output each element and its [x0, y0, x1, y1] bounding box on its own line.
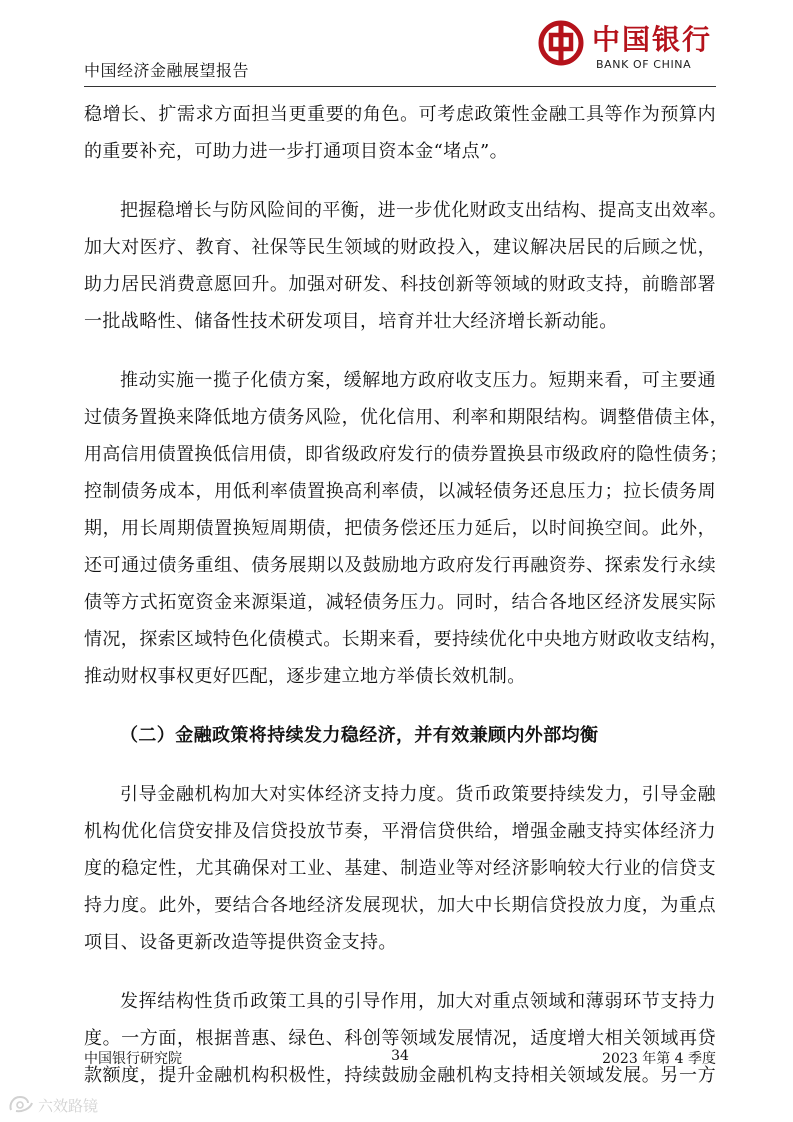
report-title: 中国经济金融展望报告 [84, 61, 250, 80]
text-line: 持力度。此外，要结合各地经济发展现状，加大中长期信贷投放力度，为重点 [84, 895, 716, 916]
paragraph-gap [84, 340, 716, 362]
text-line: 机构优化信贷安排及信贷投放节奏，平滑信贷供给，增强金融支持实体经济力 [84, 821, 716, 842]
paragraph-gap [84, 754, 716, 776]
text-line: 加大对医疗、教育、社保等民生领域的财政投入，建议解决居民的后顾之忧， [84, 237, 716, 258]
text-line: 度。一方面，根据普惠、绿色、科创等领域发展情况，适度增大相关领域再贷 [84, 1028, 716, 1049]
paragraph [84, 983, 716, 1094]
page-footer [84, 1048, 716, 1072]
paragraph [84, 96, 716, 170]
logo-chinese-name: 中国银行 [592, 23, 713, 56]
text-line: 助力居民消费意愿回升。加强对研发、科技创新等领域的财政支持，前瞻部署 [84, 274, 716, 295]
text-line: 债等方式拓宽资金来源渠道，减轻债务压力。同时，结合各地区经济发展实际 [84, 592, 716, 613]
watermark-icon [8, 1094, 34, 1114]
page-header [84, 0, 716, 86]
bank-of-china-logo-icon [538, 20, 584, 66]
paragraph-gap [84, 170, 716, 192]
footer-quarter: 2023 年第 4 季度 [602, 1051, 716, 1067]
text-line: 把握稳增长与防风险间的平衡，进一步优化财政支出结构、提高支出效率。 [120, 200, 728, 221]
text-line: 度的稳定性，尤其确保对工业、基建、制造业等对经济影响较大行业的信贷支 [84, 858, 716, 879]
watermark-text: 六效路镜 [38, 1097, 99, 1115]
logo-english-name: BANK OF CHINA [596, 58, 692, 71]
paragraph [84, 776, 716, 961]
paragraph [84, 192, 728, 340]
text-line: 的重要补充，可助力进一步打通项目资本金“堵点”。 [84, 141, 509, 162]
header-divider [84, 86, 716, 87]
body-text [84, 96, 728, 1094]
text-line: 推动实施一揽子化债方案，缓解地方政府收支压力。短期来看，可主要通 [120, 370, 716, 391]
paragraph [84, 362, 728, 695]
text-line: 推动财权事权更好匹配，逐步建立地方举债长效机制。 [84, 666, 526, 687]
text-line: 稳增长、扩需求方面担当更重要的角色。可考虑政策性金融工具等作为预算内 [84, 104, 716, 125]
text-line: 发挥结构性货币政策工具的引导作用，加大对重点领域和薄弱环节支持力 [120, 991, 716, 1012]
text-line: 款额度，提升金融机构积极性，持续鼓励金融机构支持相关领域发展。另一方 [84, 1065, 716, 1086]
text-line: 过债务置换来降低地方债务风险，优化信用、利率和期限结构。调整借债主体， [84, 407, 728, 428]
text-line: 用高信用债置换低信用债，即省级政府发行的债券置换县市级政府的隐性债务； [84, 444, 728, 465]
text-line: 项目、设备更新改造等提供资金支持。 [84, 932, 397, 953]
text-line: 还可通过债务重组、债务展期以及鼓励地方政府发行再融资券、探索发行永续 [84, 555, 716, 576]
text-line: 一批战略性、储备性技术研发项目，培育并壮大经济增长新动能。 [84, 311, 618, 332]
section-heading: （二）金融政策将持续发力稳经济，并有效兼顾内外部均衡 [120, 725, 599, 746]
text-line: 控制债务成本，用低利率债置换高利率债，以减轻债务还息压力；拉长债务周 [84, 481, 716, 502]
page-number: 34 [391, 1048, 409, 1064]
text-line: 引导金融机构加大对实体经济支持力度。货币政策要持续发力，引导金融 [120, 784, 716, 805]
paragraph-gap [84, 961, 716, 983]
bank-of-china-logo [538, 18, 716, 76]
text-line: 期，用长周期债置换短周期债，把债务偿还压力延后，以时间换空间。此外， [84, 518, 716, 539]
paragraph-gap [84, 695, 716, 717]
footer-institution: 中国银行研究院 [84, 1051, 182, 1067]
text-line: 情况，探索区域特色化债模式。长期来看，要持续优化中央地方财政收支结构， [84, 629, 728, 650]
